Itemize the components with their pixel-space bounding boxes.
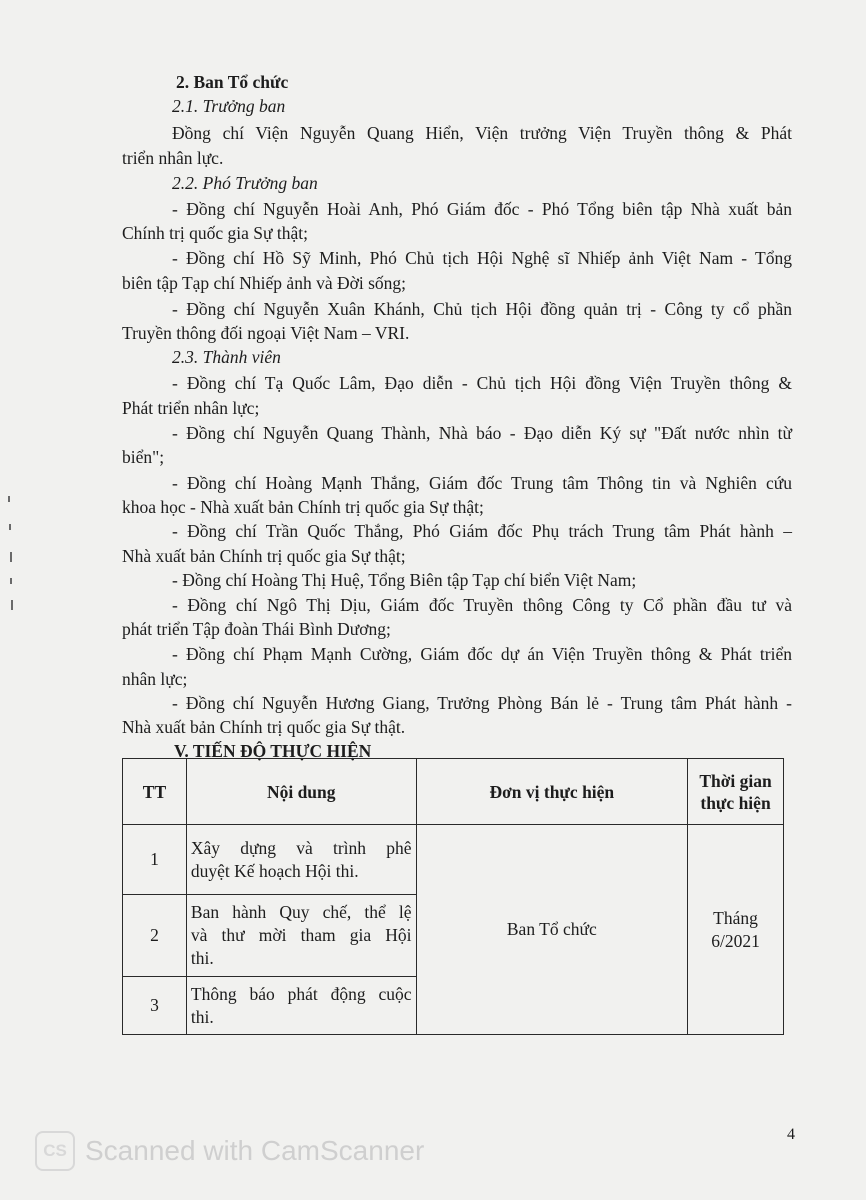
row-content (186, 977, 416, 1035)
member-line: - Đồng chí Trần Quốc Thắng, Phó Giám đốc Phụ trách Trung tâm Phát hành – (172, 521, 792, 541)
margin-mark (10, 578, 12, 584)
deputy-line: Truyền thông đối ngoại Việt Nam – VRI. (122, 323, 410, 343)
deputy-line: - Đồng chí Nguyễn Hoài Anh, Phó Giám đốc - Phó Tổng biên tập Nhà xuất bản (172, 199, 792, 219)
member-line: - Đồng chí Tạ Quốc Lâm, Đạo diễn - Chủ tịch Hội đồng Viện Truyền thông & (172, 373, 792, 393)
row-content-line: duyệt Kế hoạch Hội thi. (190, 860, 359, 881)
paragraph-line: triển nhân lực. (122, 148, 224, 168)
deputy-line: biên tập Tạp chí Nhiếp ảnh và Đời sống; (122, 273, 407, 293)
member-line: - Đồng chí Hoàng Mạnh Thắng, Giám đốc Trung tâm Thông tin và Nghiên cứu (172, 473, 792, 493)
row-number: 2 (123, 895, 187, 977)
time-line: Tháng (713, 907, 758, 928)
header-time (688, 759, 784, 825)
subheading-deputy: 2.2. Phó Trưởng ban (172, 173, 318, 193)
member-line: Phát triển nhân lực; (122, 398, 260, 418)
deputy-line: Chính trị quốc gia Sự thật; (122, 223, 308, 243)
member-line: - Đồng chí Phạm Mạnh Cường, Giám đốc dự án Viện Truyền thông & Phát triển (172, 644, 792, 664)
row-content-line: Thông báo phát động cuộc (190, 983, 412, 1004)
progress-table (122, 758, 784, 1035)
member-line: - Đồng chí Hoàng Thị Huệ, Tổng Biên tập Tạp chí biển Việt Nam; (172, 570, 637, 590)
header-time-line: thực hiện (700, 792, 771, 813)
margin-mark (8, 496, 10, 502)
row-content (186, 825, 416, 895)
deputy-line: - Đồng chí Hồ Sỹ Minh, Phó Chủ tịch Hội Nghệ sĩ Nhiếp ảnh Việt Nam - Tổng (172, 248, 792, 268)
scanner-watermark (35, 1131, 424, 1171)
member-line: phát triển Tập đoàn Thái Bình Dương; (122, 619, 391, 639)
margin-mark (9, 524, 11, 530)
row-number: 3 (123, 977, 187, 1035)
paragraph-line: Đồng chí Viện Nguyễn Quang Hiển, Viện trưởng Viện Truyền thông & Phát (172, 123, 792, 143)
row-content-line: thi. (190, 1006, 214, 1027)
table-header-row (123, 759, 784, 825)
page-number: 4 (787, 1126, 795, 1143)
header-unit: Đơn vị thực hiện (416, 759, 688, 825)
member-line: - Đồng chí Nguyễn Hương Giang, Trưởng Phòng Bán lẻ - Trung tâm Phát hành - (172, 693, 792, 713)
subheading-head: 2.1. Trưởng ban (172, 96, 286, 116)
time-cell (688, 825, 784, 1035)
row-content-line: Xây dựng và trình phê (190, 837, 412, 858)
section-heading: 2. Ban Tổ chức (176, 72, 289, 92)
member-line: - Đồng chí Ngô Thị Dịu, Giám đốc Truyền thông Công ty Cổ phần đầu tư và (172, 595, 792, 615)
section-heading: V. TIẾN ĐỘ THỰC HIỆN (174, 741, 372, 761)
unit-cell: Ban Tổ chức (416, 825, 688, 1035)
member-line: Nhà xuất bản Chính trị quốc gia Sự thật; (122, 546, 406, 566)
time-line: 6/2021 (711, 930, 760, 951)
subheading-members: 2.3. Thành viên (172, 347, 281, 367)
margin-mark (10, 552, 12, 562)
header-time-line: Thời gian (699, 770, 772, 791)
member-line: - Đồng chí Nguyễn Quang Thành, Nhà báo - Đạo diễn Ký sự "Đất nước nhìn từ (172, 423, 792, 443)
header-tt: TT (123, 759, 187, 825)
table-row (123, 825, 784, 895)
row-content-line: thi. (190, 948, 214, 968)
member-line: Nhà xuất bản Chính trị quốc gia Sự thật. (122, 717, 406, 737)
watermark-text: Scanned with CamScanner (85, 1135, 425, 1166)
deputy-line: - Đồng chí Nguyễn Xuân Khánh, Chủ tịch Hội đồng quản trị - Công ty cổ phần (172, 299, 792, 319)
row-content-line: và thư mời tham gia Hội (190, 925, 412, 945)
header-content: Nội dung (186, 759, 416, 825)
margin-mark (11, 600, 13, 610)
member-line: khoa học - Nhà xuất bản Chính trị quốc gia Sự thật; (122, 497, 484, 517)
member-line: biển"; (122, 447, 165, 467)
row-number: 1 (123, 825, 187, 895)
row-content (186, 895, 416, 977)
row-content-line: Ban hành Quy chế, thể lệ (190, 902, 412, 922)
member-line: nhân lực; (122, 669, 188, 689)
camscanner-logo-icon: CS (35, 1131, 75, 1171)
